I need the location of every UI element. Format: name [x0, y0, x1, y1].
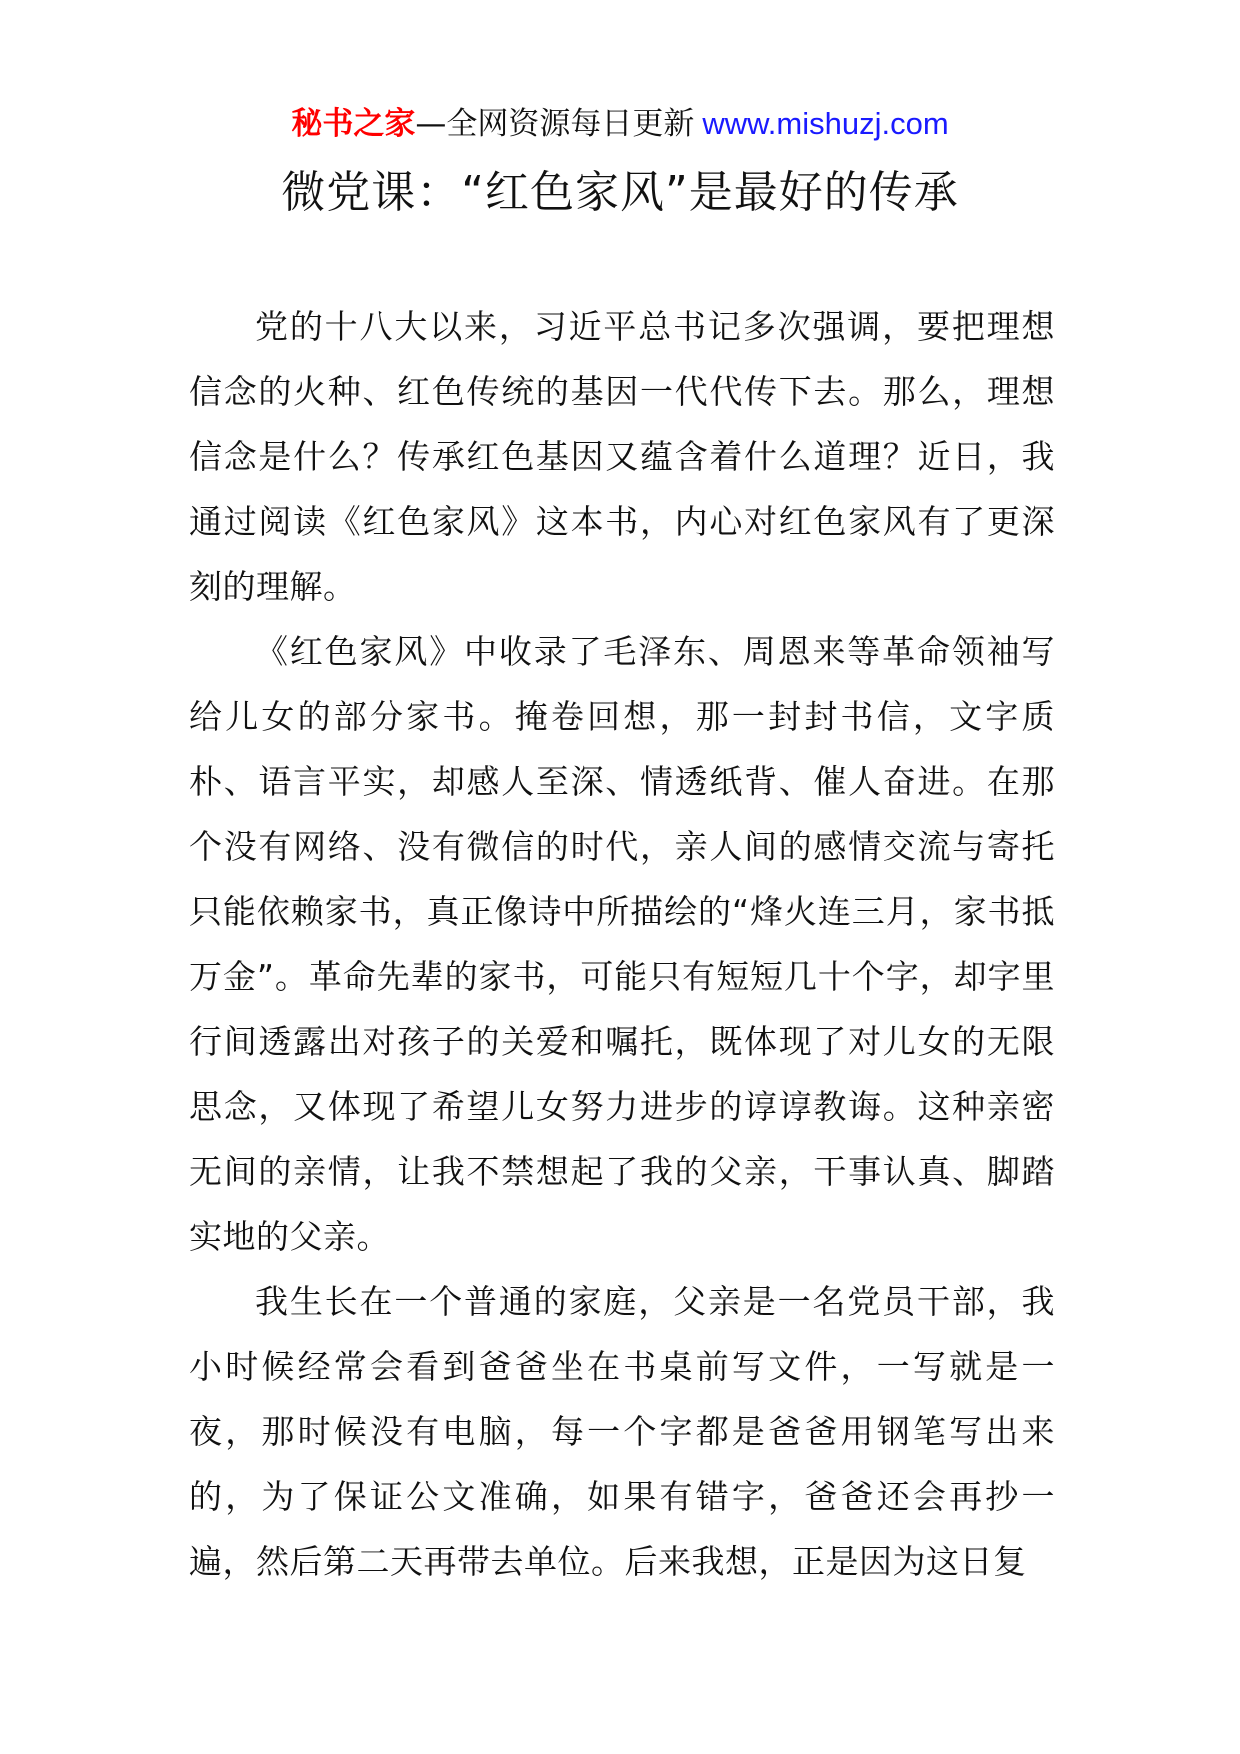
- paragraph: 《红色家风》中收录了毛泽东、周恩来等革命领袖写给儿女的部分家书。掩卷回想，那一封封书信，文字质朴、语言平实，却感人至深、情透纸背、催人奋进。在那个没有网络、没有微信的时代，亲人间的感情交流与寄托只能依赖家书，真正像诗中所描绘的“烽火连三月，家书抵万金”。革命先辈的家书，可能只有短短几十个字，却字里行间透露出对孩子的关爱和嘱托，既体现了对儿女的无限思念，又体现了希望儿女努力进步的谆谆教诲。这种亲密无间的亲情，让我不禁想起了我的父亲，干事认真、脚踏实地的父亲。: [189, 632, 1055, 1256]
- header-slogan: —全网资源每日更新: [415, 106, 695, 142]
- brand-name: 秘书之家: [291, 106, 416, 142]
- document-title: 微党课：“红色家风”是最好的传承: [281, 167, 959, 218]
- document-body: [189, 294, 1055, 1594]
- site-url-link[interactable]: www.mishuzj.com: [702, 106, 949, 141]
- paragraph: 党的十八大以来，习近平总书记多次强调，要把理想信念的火种、红色传统的基因一代代传下去。那么，理想信念是什么？传承红色基因又蕴含着什么道理？近日，我通过阅读《红色家风》这本书，内心对红色家风有了更深刻的理解。: [189, 307, 1055, 606]
- site-header: [0, 104, 1240, 144]
- paragraph: 我生长在一个普通的家庭，父亲是一名党员干部，我小时候经常会看到爸爸坐在书桌前写文件，一写就是一夜，那时候没有电脑，每一个字都是爸爸用钢笔写出来的，为了保证公文准确，如果有错字，爸爸还会再抄一遍，然后第二天再带去单位。后来我想，正是因为这日复: [189, 1282, 1055, 1581]
